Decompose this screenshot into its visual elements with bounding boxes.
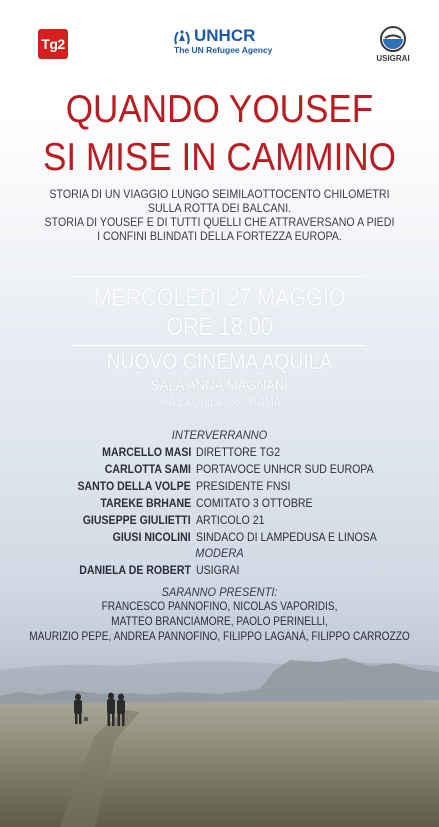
intro-line: STORIA DI UN VIAGGIO LUNGO SEIMILAOTTOCENTO CHILOMETRI [49, 188, 390, 201]
speakers-heading: INTERVERRANNO [171, 428, 268, 442]
speaker-role: ARTICOLO 21 [196, 513, 265, 527]
divider [71, 345, 366, 346]
unhcr-logo-name: UNHCR [194, 26, 256, 45]
poster-title-line-1: QUANDO YOUSEF [65, 88, 374, 131]
speaker-name: GIUSI NICOLINI [112, 530, 191, 544]
venue-address: VIA L’AQUILA, 66 - ROMA [158, 397, 281, 409]
unhcr-emblem-icon [172, 28, 192, 46]
speaker-role: DIRETTORE TG2 [196, 445, 281, 459]
speaker-row [0, 496, 439, 512]
intro-line: I CONFINI BLINDATI DELLA FORTEZZA EUROPA. [97, 230, 342, 243]
speaker-role: PRESIDENTE FNSI [196, 479, 291, 493]
speaker-row [0, 462, 439, 478]
speaker-name: MARCELLO MASI [101, 445, 191, 459]
poster-title-line-2: SI MISE IN CAMMINO [43, 136, 396, 179]
speaker-row [0, 479, 439, 495]
speaker-name: CARLOTTA SAMI [104, 462, 191, 476]
speaker-row [0, 530, 439, 546]
venue-name: NUOVO CINEMA AQUILA [106, 349, 333, 374]
unhcr-logo-tagline: The UN Refugee Agency [174, 45, 273, 55]
present-names-line: MAURIZIO PEPE, ANDREA PANNOFINO, FILIPPO LAGANÀ, FILIPPO CARROZZO [29, 631, 410, 643]
speaker-row [0, 445, 439, 461]
speaker-role: COMITATO 3 OTTOBRE [196, 496, 313, 510]
speaker-name: SANTO DELLA VOLPE [77, 479, 191, 493]
venue-room: SALA ANNA MAGNANI [150, 377, 289, 394]
usigrai-logo [374, 26, 412, 66]
speaker-name: TAREKE BRHANE [100, 496, 191, 510]
present-heading: SARANNO PRESENTI: [161, 585, 278, 599]
present-names-line: MATTEO BRANCIAMORE, PAOLO PERINELLI, [111, 616, 328, 628]
speaker-name: GIUSEPPE GIULIETTI [83, 513, 191, 527]
field [0, 700, 439, 827]
divider [71, 276, 366, 277]
intro-line: STORIA DI YOUSEF E DI TUTTI QUELLI CHE ATTRAVERSANO A PIEDI [44, 216, 395, 229]
intro-line: SULLA ROTTA DEI BALCANI. [147, 202, 292, 215]
speaker-role: PORTAVOCE UNHCR SUD EUROPA [196, 462, 374, 476]
event-date: MERCOLEDÌ 27 MAGGIO [93, 284, 346, 312]
unhcr-logo [172, 26, 277, 56]
usigrai-emblem-icon [380, 26, 406, 52]
event-time: ORE 18,00 [166, 313, 273, 341]
tg2-logo [38, 29, 68, 59]
moderator-name: DANIELA DE ROBERT [79, 563, 191, 577]
usigrai-logo-name: USIGRAI [376, 54, 410, 63]
speaker-role: SINDACO DI LAMPEDUSA E LINOSA [196, 530, 377, 544]
moderator-role: USIGRAI [196, 563, 240, 577]
tg2-logo-text: Tg2 [41, 36, 65, 52]
speaker-row [0, 513, 439, 529]
present-names-line: FRANCESCO PANNOFINO, NICOLAS VAPORIDIS, [101, 601, 338, 613]
moderator-row [0, 563, 439, 579]
moderator-heading: MODERA [195, 546, 244, 560]
